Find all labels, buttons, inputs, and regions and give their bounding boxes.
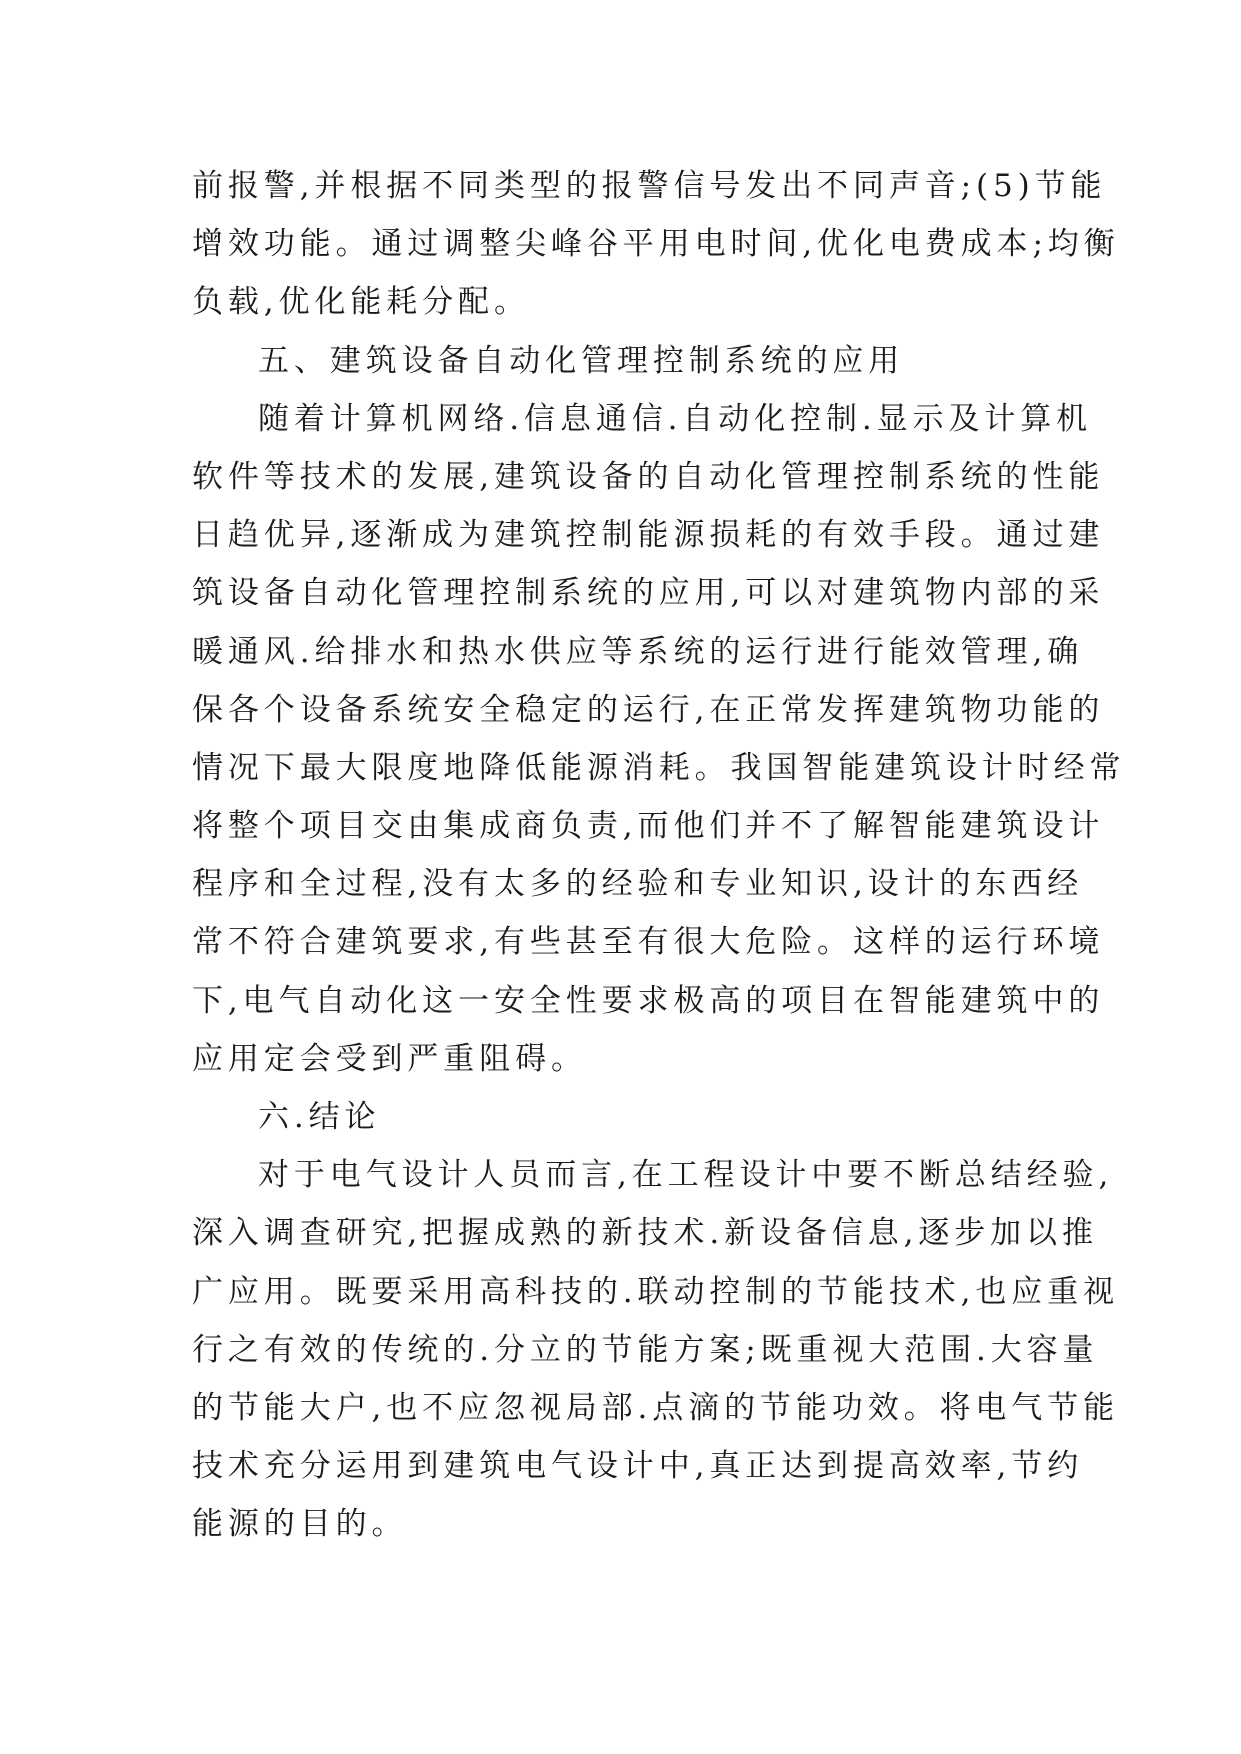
text-line: 五、建筑设备自动化管理控制系统的应用 (258, 342, 905, 379)
text-line: 的节能大户,也不应忽视局部.点滴的节能功效。将电气节能 (192, 1389, 1120, 1426)
text-line: 对于电气设计人员而言,在工程设计中要不断总结经验, (258, 1157, 1114, 1194)
text-line: 负载,优化能耗分配。 (192, 284, 530, 321)
text-line: 暖通风.给排水和热水供应等系统的运行进行能效管理,确 (192, 633, 1084, 670)
text-line: 筑设备自动化管理控制系统的应用,可以对建筑物内部的采 (192, 575, 1105, 612)
text-line: 日趋优异,逐渐成为建筑控制能源损耗的有效手段。通过建 (192, 517, 1105, 554)
text-line: 将整个项目交由集成商负责,而他们并不了解智能建筑设计 (192, 808, 1105, 845)
text-line: 下,电气自动化这一安全性要求极高的项目在智能建筑中的 (192, 982, 1105, 1019)
text-line: 程序和全过程,没有太多的经验和专业知识,设计的东西经 (192, 866, 1084, 903)
text-line: 软件等技术的发展,建筑设备的自动化管理控制系统的性能 (192, 458, 1105, 495)
text-line: 能源的目的。 (192, 1506, 408, 1543)
text-line: 保各个设备系统安全稳定的运行,在正常发挥建筑物功能的 (192, 691, 1105, 728)
text-line: 技术充分运用到建筑电气设计中,真正达到提高效率,节约 (192, 1448, 1084, 1485)
text-line: 情况下最大限度地降低能源消耗。我国智能建筑设计时经常 (192, 749, 1126, 786)
text-line: 深入调查研究,把握成熟的新技术.新设备信息,逐步加以推 (192, 1215, 1098, 1252)
text-line: 增效功能。通过调整尖峰谷平用电时间,优化电费成本;均衡 (192, 226, 1120, 263)
text-line: 应用定会受到严重阻碍。 (192, 1040, 587, 1077)
body-text (192, 157, 1126, 1554)
text-line: 广应用。既要采用高科技的.联动控制的节能技术,也应重视 (192, 1273, 1120, 1310)
text-line: 常不符合建筑要求,有些甚至有很大危险。这样的运行环境 (192, 924, 1105, 961)
text-line: 六.结论 (258, 1099, 381, 1135)
text-line: 随着计算机网络.信息通信.自动化控制.显示及计算机 (258, 400, 1093, 437)
text-line: 行之有效的传统的.分立的节能方案;既重视大范围.大容量 (192, 1331, 1099, 1368)
text-line: 前报警,并根据不同类型的报警信号发出不同声音;(5)节能 (192, 168, 1107, 204)
